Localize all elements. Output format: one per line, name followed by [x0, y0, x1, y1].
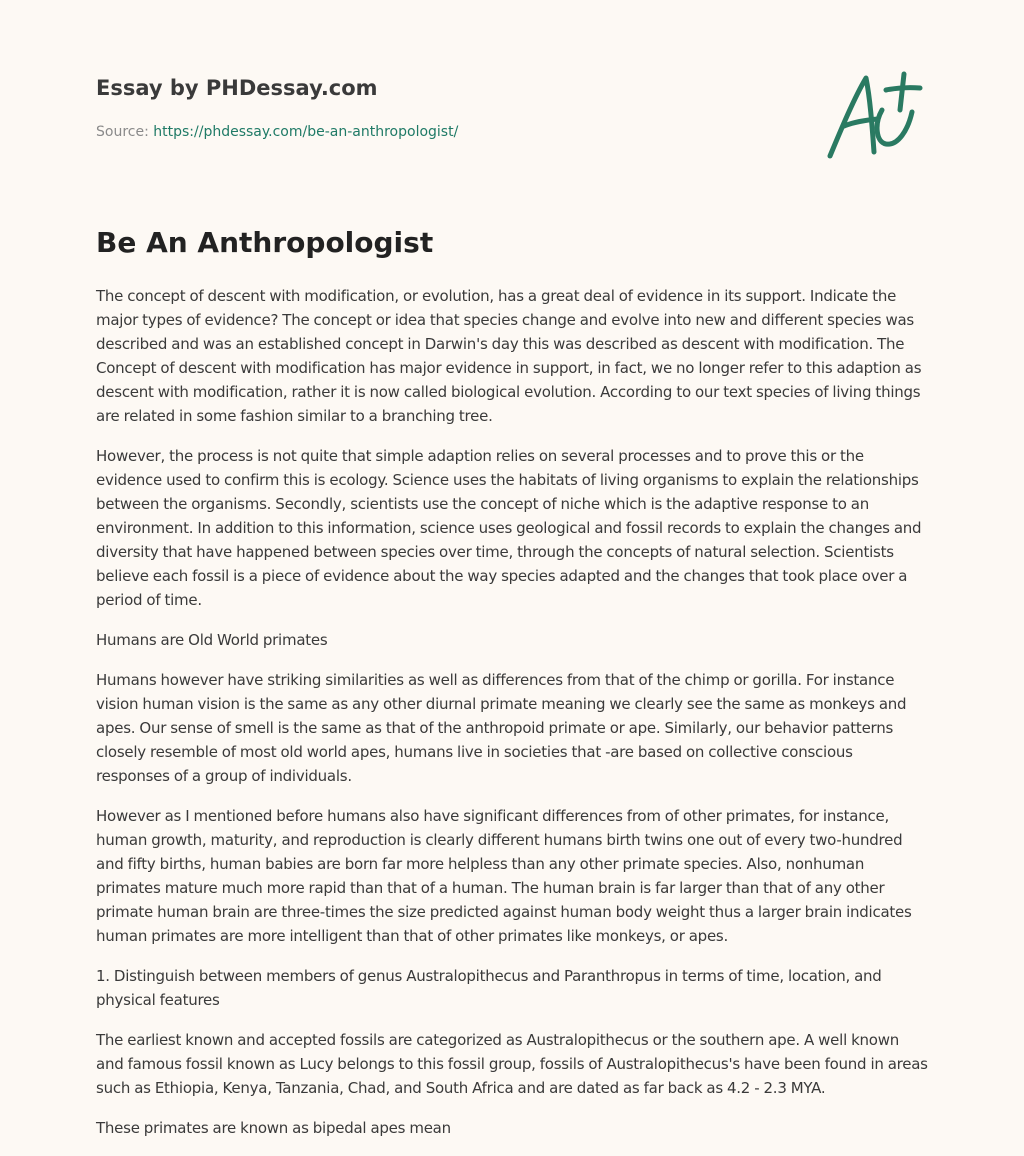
paragraph: The concept of descent with modification, or evolution, has a great deal of evidence in its support. Indicate the major types of evidence? The concept or idea that species change and evolve into new and different species was described and was an established concept in Darwin's day this was described as descent with modification. The Concept of descent with modification has major evidence in support, in fact, we no longer refer to this adaption as descent with modification, rather it is now called biological evolution. According to our text species of living things are related in some fashion similar to a branching tree. [96, 287, 922, 425]
paragraph: The earliest known and accepted fossils are categorized as Australopithecus or the southern ape. A well known and famous fossil known as Lucy belongs to this fossil group, fossils of Australopithecus's have been found in areas such as Ethiopia, Kenya, Tanzania, Chad, and South Africa and are dated as far back as 4.2 - 2.3 MYA. [96, 1031, 928, 1097]
paragraph: 1. Distinguish between members of genus Australopithecus and Paranthropus in terms of time, location, and physical features [96, 967, 882, 1009]
source-line [96, 124, 458, 140]
paragraph: Humans however have striking similarities as well as differences from that of the chimp or gorilla. For instance vision human vision is the same as any other diurnal primate meaning we clearly see the same as monkeys and apes. Our sense of smell is the same as that of the anthropoid primate or ape. Similarly, our behavior patterns closely resemble of most old world apes, humans live in societies that -are based on collective conscious responses of a group of individuals. [96, 671, 907, 785]
paragraph: Humans are Old World primates [96, 631, 328, 649]
paragraph: However, the process is not quite that simple adaption relies on several processes and to prove this or the evidence used to confirm this is ecology. Science uses the habitats of living organisms to explain the relationships between the organisms. Secondly, scientists use the concept of niche which is the adaptive response to an environment. In addition to this information, science uses geological and fossil records to explain the changes and diversity that have happened between species over time, through the concepts of natural selection. Scientists believe each fossil is a piece of evidence about the way species adapted and the changes that took place over a period of time. [96, 447, 922, 609]
site-header [96, 76, 928, 176]
article-body [96, 284, 928, 1156]
paragraph: However as I mentioned before humans also have significant differences from of other primates, for instance, human growth, maturity, and reproduction is clearly different humans birth twins one out of every two-hundred and fifty births, human babies are born far more helpless than any other primate species. Also, nonhuman primates mature much more rapid than that of a human. The human brain is far larger than that of any other primate human brain are three-times the size predicted against human body weight thus a larger brain indicates human primates are more intelligent than that of other primates like monkeys, or apes. [96, 807, 912, 945]
source-link[interactable]: https://phdessay.com/be-an-anthropologist/ [153, 124, 459, 140]
site-brand: Essay by PHDessay.com [96, 76, 378, 100]
article-title: Be An Anthropologist [96, 226, 434, 259]
paragraph: These primates are known as bipedal apes mean [96, 1119, 451, 1137]
source-label: Source: [96, 124, 149, 140]
a-plus-logo-icon [824, 68, 928, 164]
